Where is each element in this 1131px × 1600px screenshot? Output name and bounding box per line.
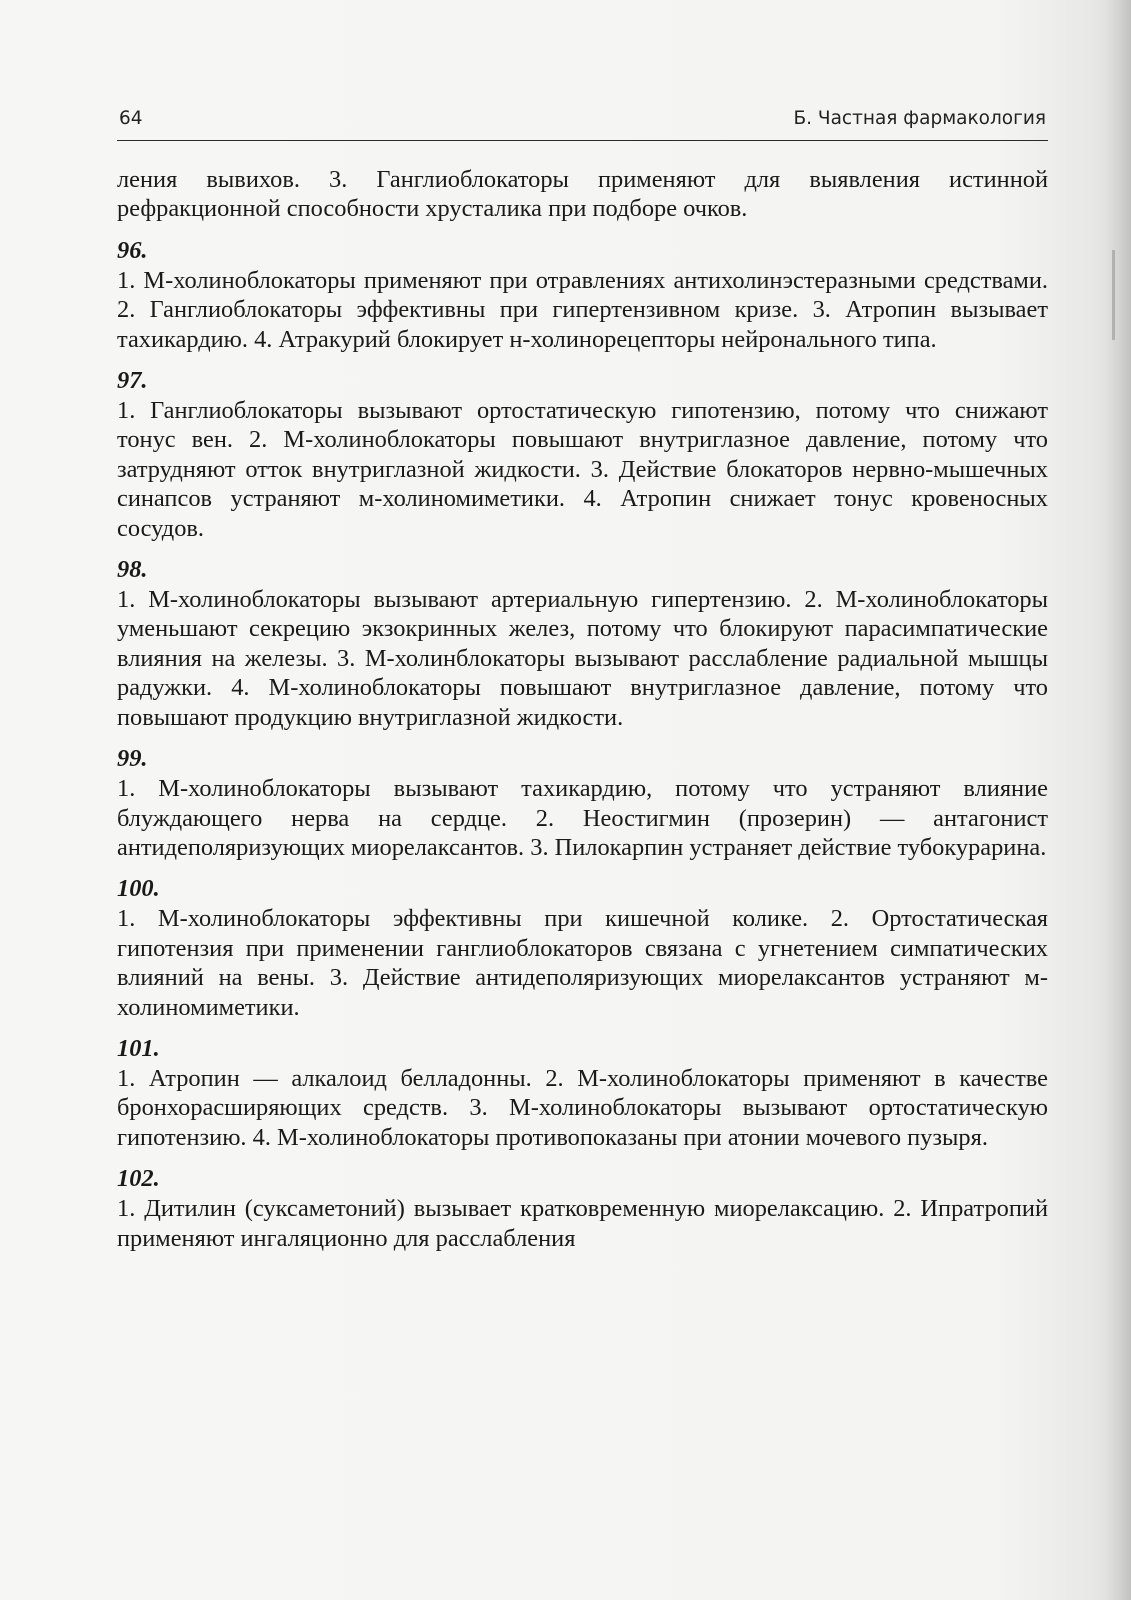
question-96 bbox=[117, 236, 1048, 354]
page-header bbox=[117, 106, 1048, 141]
question-text: 1. М-холиноблокаторы вызывают тахикардию, потому что устраняют влияние блуждающего нерва на сердце. 2. Неостигмин (прозерин) — антагонист антидеполяризующих миорелаксантов. 3. Пилокарпин устраняет действие тубокурарина. bbox=[117, 775, 1048, 861]
question-98 bbox=[117, 555, 1048, 732]
question-97 bbox=[117, 366, 1048, 543]
question-101 bbox=[117, 1034, 1048, 1152]
question-number: 98. bbox=[117, 556, 148, 584]
question-number: 96. bbox=[117, 236, 148, 264]
page-edge-shadow bbox=[1103, 0, 1131, 1600]
question-number: 100. bbox=[117, 875, 160, 903]
page-edge-mark bbox=[1112, 250, 1115, 340]
question-number: 101. bbox=[117, 1034, 160, 1062]
question-text: 1. М-холиноблокаторы вызывают артериальную гипертензию. 2. М-холиноблокаторы уменьшают секрецию экзокринных желез, потому что блокируют парасимпатические влияния на железы. 3. М-холинблокаторы вызывают расслабление радиальной мышцы радужки. 4. М-холиноблокаторы повышают внутриглазное давление, потому что повышают продукцию внутриглазной жидкости. bbox=[117, 586, 1048, 731]
question-100 bbox=[117, 874, 1048, 1022]
question-number: 97. bbox=[117, 367, 148, 395]
question-text: 1. Ганглиоблокаторы вызывают ортостатическую гипотензию, потому что снижают тонус вен. 2. М-холиноблокаторы повышают внутриглазное давление, потому что затрудняют отток внутриглазной жидкости. 3. Действие блокаторов нервно-мышечных синапсов устраняют м-холиномиметики. 4. Атропин снижает тонус кровеносных сосудов. bbox=[117, 397, 1048, 542]
question-text: 1. М-холиноблокаторы применяют при отравлениях антихолинэстеразными средствами. 2. Ганглиоблокаторы эффективны при гипертензивном кризе. 3. Атропин вызывает тахикардию. 4. Атракурий блокирует н-холинорецепторы нейронального типа. bbox=[117, 266, 1048, 353]
question-102 bbox=[117, 1164, 1048, 1253]
question-text: 1. Дитилин (суксаметоний) вызывает кратковременную миорелаксацию. 2. Ипратропий применяют ингаляционно для расслабления bbox=[117, 1195, 1048, 1252]
question-number: 102. bbox=[117, 1165, 160, 1193]
intro-paragraph: ления вывихов. 3. Ганглиоблокаторы применяют для выявления истинной рефракционной способности хрусталика при подборе очков. bbox=[117, 166, 1048, 223]
page-body bbox=[117, 165, 1048, 1265]
question-number: 99. bbox=[117, 745, 148, 773]
running-title: Б. Частная фармакология bbox=[793, 108, 1046, 129]
question-text: 1. М-холиноблокаторы эффективны при кишечной колике. 2. Ортостатическая гипотензия при применении ганглиоблокаторов связана с угнетением симпатических влияний на вены. 3. Действие антидеполяризующих миорелаксантов устраняют м-холиномиметики. bbox=[117, 905, 1048, 1021]
page-number: 64 bbox=[119, 108, 143, 129]
question-text: 1. Атропин — алкалоид белладонны. 2. М-холиноблокаторы применяют в качестве бронхорасширяющих средств. 3. М-холиноблокаторы вызывают ортостатическую гипотензию. 4. М-холиноблокаторы противопоказаны при атонии мочевого пузыря. bbox=[117, 1064, 1048, 1151]
question-99 bbox=[117, 744, 1048, 862]
